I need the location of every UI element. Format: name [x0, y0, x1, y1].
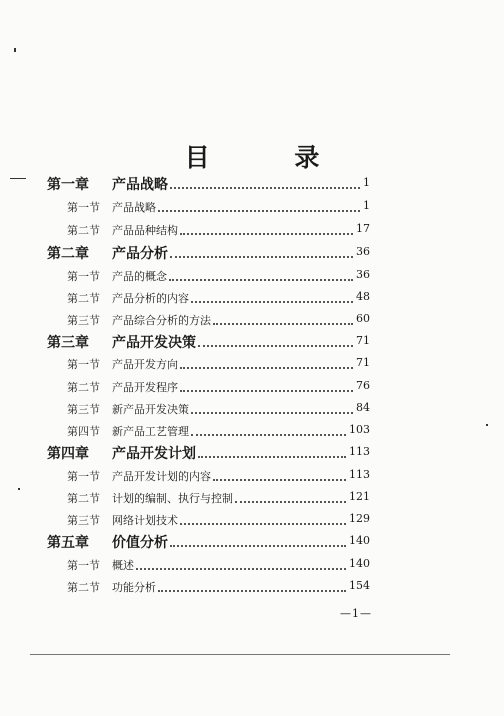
page-reference: 1	[363, 176, 370, 189]
scan-speck	[14, 48, 16, 52]
section-number: 第三节	[67, 403, 100, 416]
toc-chapter-row	[0, 443, 504, 461]
dot-leader	[213, 323, 353, 325]
section-title: 概述	[112, 559, 134, 572]
section-title: 产品开发方向	[112, 358, 178, 371]
toc-section-row	[0, 354, 504, 372]
scan-speck	[486, 424, 488, 426]
dot-leader	[180, 233, 353, 235]
page-reference: 36	[356, 245, 370, 258]
dot-leader	[170, 256, 353, 258]
section-number: 第二节	[67, 381, 100, 394]
page-number: —1—	[340, 607, 372, 620]
section-title: 产品战略	[112, 201, 156, 214]
page-reference: 76	[356, 379, 370, 392]
page-reference: 140	[349, 557, 370, 570]
section-title: 计划的编制、执行与控制	[112, 492, 233, 505]
toc-section-row	[0, 377, 504, 395]
toc-section-row	[0, 399, 504, 417]
toc-section-row	[0, 288, 504, 306]
dot-leader	[198, 345, 353, 347]
chapter-number: 第四章	[47, 446, 89, 462]
section-title: 网络计划技术	[112, 514, 178, 527]
section-number: 第二节	[67, 492, 100, 505]
dot-leader	[170, 187, 360, 189]
section-title: 产品的概念	[112, 270, 167, 283]
toc-chapter-row	[0, 174, 504, 192]
dot-leader	[191, 412, 353, 414]
page-reference: 103	[349, 423, 370, 436]
section-title: 产品开发程序	[112, 381, 178, 394]
section-title: 产品开发计划的内容	[112, 470, 211, 483]
scan-speck	[10, 178, 26, 179]
section-number: 第三节	[67, 514, 100, 527]
dot-leader	[235, 501, 346, 503]
chapter-title: 价值分析	[112, 535, 168, 551]
section-title: 新产品开发决策	[112, 403, 189, 416]
page-reference: 71	[356, 356, 370, 369]
toc-chapter-row	[0, 532, 504, 550]
section-number: 第一节	[67, 201, 100, 214]
toc-section-row	[0, 421, 504, 439]
page-reference: 36	[356, 268, 370, 281]
section-number: 第一节	[67, 358, 100, 371]
section-title: 功能分析	[112, 581, 156, 594]
page-reference: 1	[363, 199, 370, 212]
page-reference: 48	[356, 290, 370, 303]
section-number: 第二节	[67, 224, 100, 237]
section-title: 新产品工艺管理	[112, 425, 189, 438]
section-number: 第二节	[67, 581, 100, 594]
chapter-title: 产品开发计划	[112, 446, 196, 462]
toc-section-row	[0, 555, 504, 573]
section-title: 产品分析的内容	[112, 292, 189, 305]
toc-section-row	[0, 466, 504, 484]
chapter-title: 产品分析	[112, 246, 168, 262]
page-reference: 113	[349, 445, 370, 458]
section-number: 第一节	[67, 470, 100, 483]
chapter-number: 第三章	[47, 335, 89, 351]
dot-leader	[213, 479, 346, 481]
dot-leader	[180, 523, 346, 525]
chapter-number: 第一章	[47, 177, 89, 193]
dot-leader	[158, 210, 360, 212]
section-title: 产品综合分析的方法	[112, 314, 211, 327]
toc-chapter-row	[0, 243, 504, 261]
dot-leader	[180, 367, 353, 369]
section-number: 第三节	[67, 314, 100, 327]
footer-rule	[30, 654, 450, 655]
toc-chapter-row	[0, 332, 504, 350]
toc-section-row	[0, 220, 504, 238]
page-reference: 140	[349, 534, 370, 547]
dot-leader	[191, 434, 346, 436]
dot-leader	[169, 279, 353, 281]
page-reference: 113	[349, 468, 370, 481]
dot-leader	[180, 390, 353, 392]
page-reference: 60	[356, 312, 370, 325]
chapter-title: 产品开发决策	[112, 335, 196, 351]
toc-title: 目 录	[184, 143, 358, 172]
section-number: 第四节	[67, 425, 100, 438]
page-reference: 84	[356, 401, 370, 414]
toc-section-row	[0, 266, 504, 284]
page-reference: 129	[349, 512, 370, 525]
page-reference: 17	[356, 222, 370, 235]
chapter-title: 产品战略	[112, 177, 168, 193]
section-number: 第二节	[67, 292, 100, 305]
toc-section-row	[0, 577, 504, 595]
toc-section-row	[0, 197, 504, 215]
section-number: 第一节	[67, 559, 100, 572]
toc-section-row	[0, 488, 504, 506]
dot-leader	[170, 545, 346, 547]
scan-speck	[18, 488, 20, 490]
dot-leader	[158, 590, 346, 592]
page-reference: 154	[349, 579, 370, 592]
chapter-number: 第二章	[47, 246, 89, 262]
dot-leader	[136, 568, 346, 570]
toc-section-row	[0, 310, 504, 328]
toc-section-row	[0, 510, 504, 528]
section-number: 第一节	[67, 270, 100, 283]
chapter-number: 第五章	[47, 535, 89, 551]
page-reference: 71	[356, 334, 370, 347]
dot-leader	[191, 301, 353, 303]
dot-leader	[198, 456, 346, 458]
section-title: 产品品种结构	[112, 224, 178, 237]
page-reference: 121	[349, 490, 370, 503]
